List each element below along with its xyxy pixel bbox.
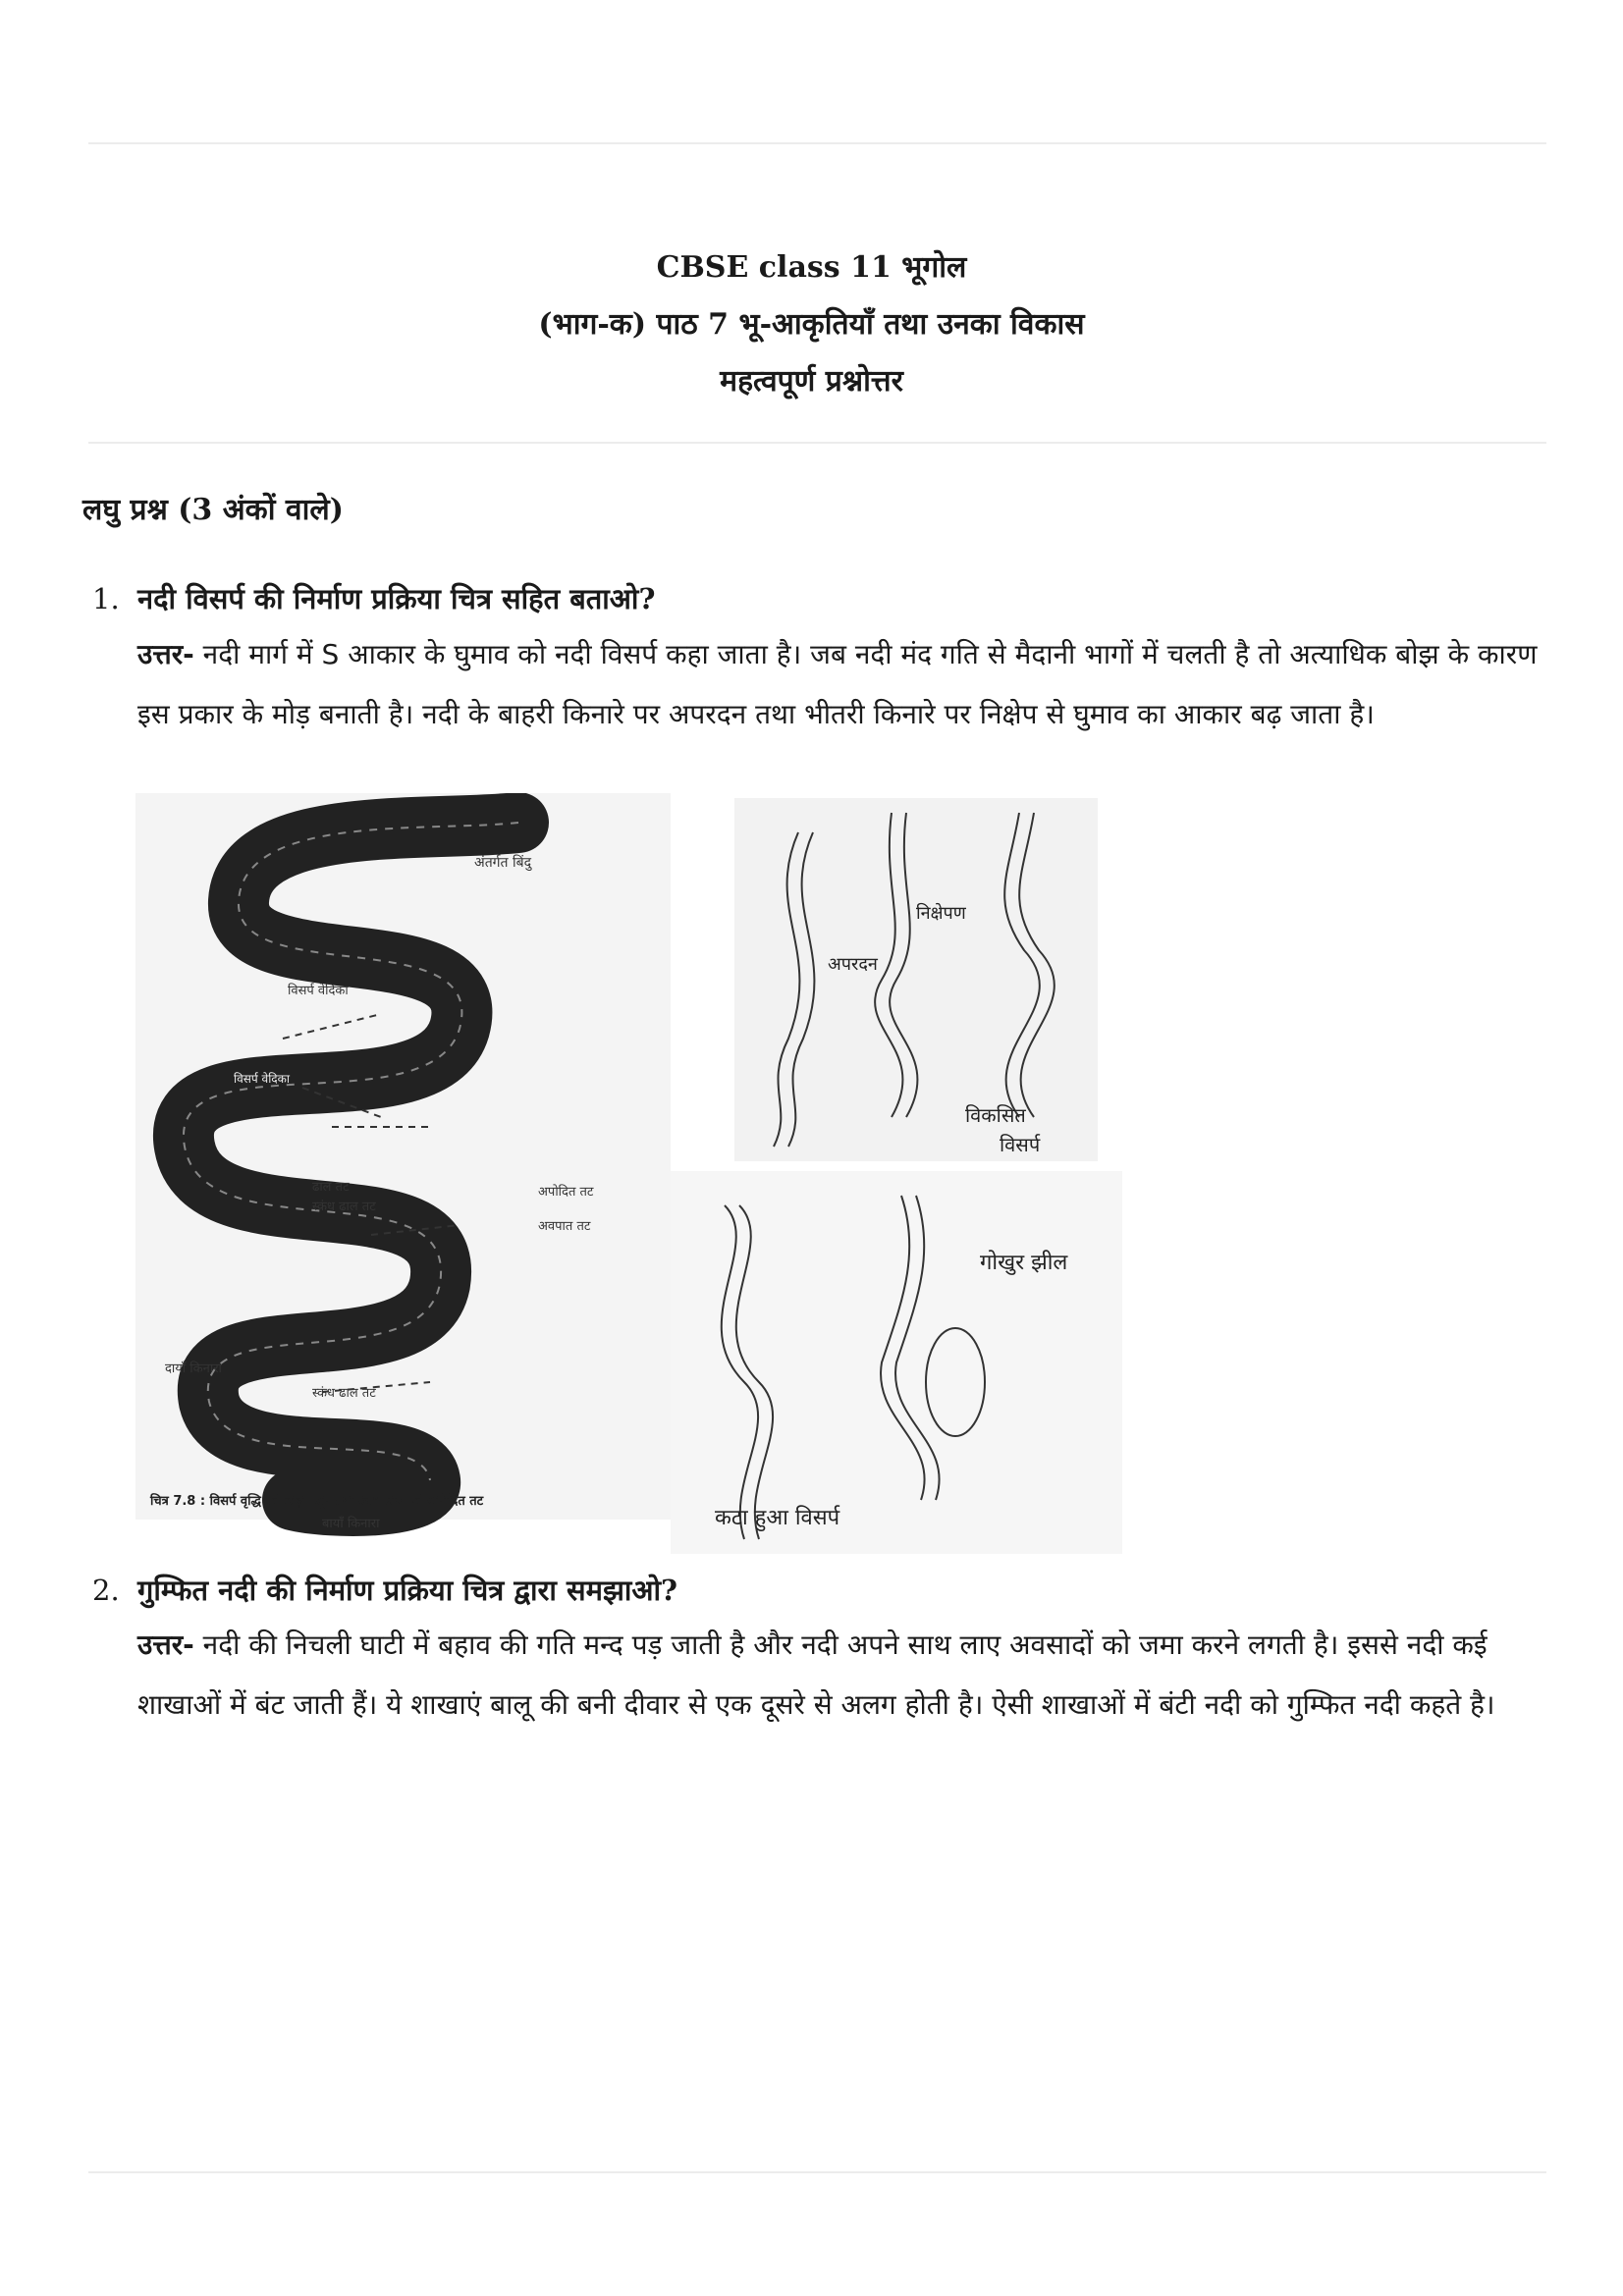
label-slip-off: ढाल तट	[312, 1180, 350, 1195]
section-title: लघु प्रश्न (3 अंकों वाले)	[82, 493, 344, 527]
answer-text: नदी मार्ग में S आकार के घुमाव को नदी विसर्प कहा जाता है। जब नदी मंद गति से मैदानी भागों में चलती है तो अत्याधिक बोझ के कारण इस प्रकार के मोड़ बनाती है। नदी के बाहरी किनारे पर अपरदन तथा भीतरी किनारे पर निक्षेप से घुमाव का आकार बढ़ जाता है।	[137, 638, 1538, 730]
label-slip-off-2: स्कंध ढाल तट	[312, 1200, 376, 1214]
label-oxbow-lake: गोखुर झील	[980, 1251, 1068, 1275]
question-text: नदी विसर्प की निर्माण प्रक्रिया चित्र सहित बताओ?	[137, 582, 656, 615]
label-undercut: अपोदित तट	[538, 1185, 594, 1200]
label-meander-scar: विसर्प वेदिका	[288, 984, 349, 998]
document-title: CBSE class 11 भूगोल	[656, 250, 967, 285]
meander-figure	[135, 793, 1127, 1559]
answer-text: नदी की निचली घाटी में बहाव की गति मन्द पड़ जाती है और नदी अपने साथ लाए अवसादों को जमा करने लगती है। इससे नदी कई शाखाओं में बंट जाती हैं। ये शाखाएं बालू की बनी दीवार से एक दूसरे से अलग होती है। ऐसी शाखाओं में बंटी नदी को गुम्फित नदी कहते है।	[137, 1629, 1495, 1721]
answer-1	[137, 624, 1542, 744]
meander-illustration	[135, 793, 1127, 1559]
label-right-bank: दायाँ किनारा	[165, 1362, 222, 1376]
question-number: 2.	[92, 1574, 120, 1607]
label-slip-off-3: स्कंध ढाल तट	[312, 1386, 376, 1401]
label-erosion: अपरदन	[828, 954, 878, 975]
label-outer-point: अंतर्गत बिंदु	[474, 855, 532, 871]
answer-2	[137, 1615, 1542, 1735]
label-cut-meander: कटा हुआ विसर्प	[715, 1506, 840, 1530]
label-developed: विकसित	[965, 1103, 1026, 1127]
question-number: 1.	[92, 582, 120, 615]
question-2	[92, 1571, 677, 1609]
question-1	[92, 579, 655, 617]
label-meander-scar-2: विसर्प वेदिका	[234, 1072, 290, 1086]
label-undercut-2: अवपात तट	[538, 1219, 591, 1234]
answer-lead: उत्तर-	[137, 638, 194, 670]
document-subtitle: (भाग-क) पाठ 7 भू-आकृतियाँ तथा उनका विकास	[538, 307, 1085, 342]
label-left-bank: बायाँ किनारा	[322, 1517, 380, 1531]
document-tagline: महत्वपूर्ण प्रश्नोत्तर	[720, 364, 903, 399]
bottom-divider	[88, 2171, 1546, 2173]
question-text: गुम्फित नदी की निर्माण प्रक्रिया चित्र द्वारा समझाओ?	[137, 1574, 678, 1607]
label-deposition: निक्षेपण	[916, 903, 966, 924]
answer-lead: उत्तर-	[137, 1629, 194, 1661]
header-divider	[88, 442, 1546, 444]
figure-caption: चित्र 7.8 : विसर्प वृद्धि एवं छाड़न लूप तथा स्कंध ढाल एवं अपोदित तट	[150, 1494, 484, 1509]
label-meander: विसर्प	[1000, 1133, 1041, 1156]
top-divider	[88, 142, 1546, 144]
